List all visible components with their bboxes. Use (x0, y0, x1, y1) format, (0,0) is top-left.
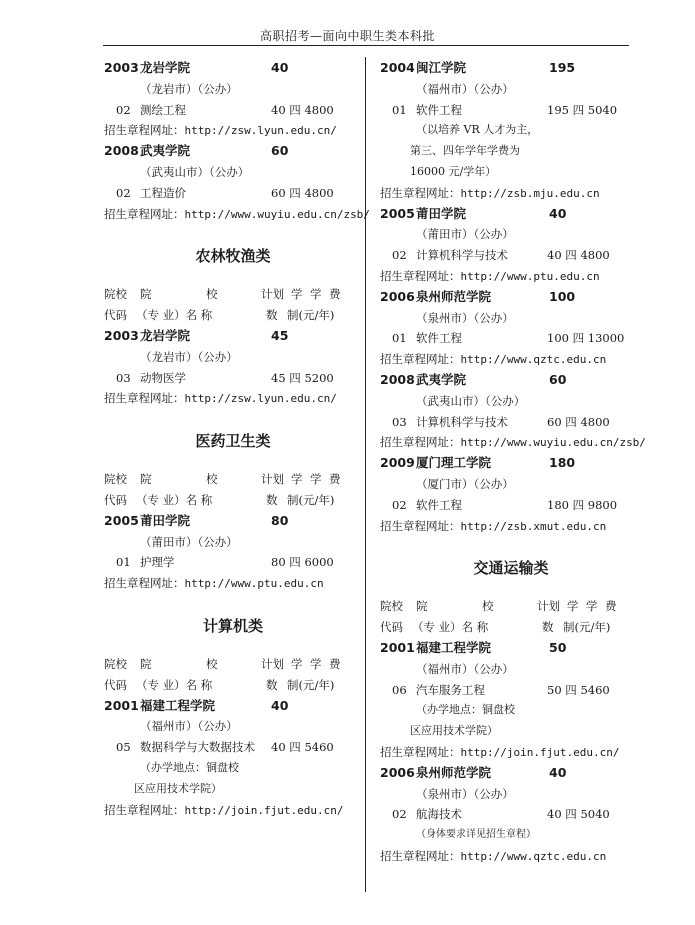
school-row: 2008武夷学院 60 (380, 371, 567, 387)
major-row: 06 汽车服务工程 50 四 5460 (392, 682, 610, 697)
column-header-row1: 院校 院 校 计划 学 学 费 (380, 599, 617, 614)
admission-url[interactable]: 招生章程网址：http://www.qztc.edu.cn (380, 352, 607, 367)
admission-url[interactable]: 招生章程网址：http://zsw.lyun.edu.cn/ (104, 391, 337, 406)
major-row: 05 数据科学与大数据技术 40 四 5460 (116, 740, 334, 755)
major-row: 01 软件工程 195 四 5040 (392, 102, 618, 117)
column-header-row2: 代码 （专 业）名 称 数 制(元/年) (104, 492, 335, 507)
column-header-row1: 院校 院 校 计划 学 学 费 (104, 472, 341, 487)
school-row: 2003龙岩学院 40 (104, 60, 289, 75)
school-location: （厦门市）（公办） (416, 476, 514, 491)
admission-url[interactable]: 招生章程网址：http://www.ptu.edu.cn (104, 576, 324, 591)
column-header-row2: 代码 （专 业）名 称 数 制(元/年) (104, 308, 335, 323)
major-row: 01 护理学 80 四 6000 (116, 555, 334, 570)
school-row: 2005莆田学院 40 (380, 205, 567, 221)
major-note: 区应用技术学院） (134, 781, 222, 795)
school-row: 2006泉州师范学院 100 (380, 288, 576, 304)
page-header: 高职招考—面向中职生类本科批 (259, 29, 435, 43)
major-note: 区应用技术学院） (410, 724, 498, 738)
section-title: 医药卫生类 (195, 432, 271, 451)
major-note: （以培养 VR 人才为主， (416, 123, 539, 137)
major-row: 02 测绘工程 40 四 4800 (116, 102, 334, 117)
school-location: （泉州市）（公办） (416, 786, 514, 801)
school-location: （福州市）（公办） (416, 661, 514, 676)
left-column (104, 58, 370, 820)
section-title: 农林牧渔类 (195, 247, 271, 266)
school-location: （武夷山市）（公办） (140, 164, 250, 179)
section-title: 计算机类 (202, 616, 263, 635)
column-header-row1: 院校 院 校 计划 学 学 费 (104, 287, 341, 302)
admission-url[interactable]: 招生章程网址：http://zsb.mju.edu.cn (380, 185, 600, 200)
school-location: （泉州市）（公办） (416, 310, 514, 325)
major-row: 02 计算机科学与技术 40 四 4800 (392, 248, 610, 263)
major-row: 01 软件工程 100 四 13000 (392, 331, 625, 346)
school-location: （武夷山市）（公办） (416, 393, 526, 408)
major-note: （身体要求详见招生章程） (416, 829, 536, 841)
section-title: 交通运输类 (473, 559, 549, 578)
school-location: （莆田市）（公办） (416, 227, 514, 242)
header-rule (103, 45, 629, 46)
school-location: （龙岩市）（公办） (140, 81, 238, 96)
major-row: 02 软件工程 180 四 9800 (392, 497, 618, 512)
major-note: （办学地点：铜盘校 (416, 703, 515, 717)
major-row: 03 动物医学 45 四 5200 (116, 370, 334, 385)
major-note: 第三、四年学年学费为 (410, 144, 520, 158)
school-row: 2006泉州师范学院 40 (380, 764, 567, 780)
admission-url[interactable]: 招生章程网址：http://www.ptu.edu.cn (380, 268, 600, 283)
major-note: （办学地点：铜盘校 (140, 760, 239, 774)
school-location: （福州市）（公办） (416, 81, 514, 96)
column-divider (365, 57, 366, 892)
right-column (380, 58, 646, 867)
admission-url[interactable]: 招生章程网址：http://www.wuyiu.edu.cn/zsb/ (380, 435, 646, 450)
admission-url[interactable]: 招生章程网址：http://zsw.lyun.edu.cn/ (104, 123, 337, 138)
major-row: 02 航海技术 40 四 5040 (392, 807, 610, 822)
major-row: 02 工程造价 60 四 4800 (116, 185, 334, 200)
school-row: 2005莆田学院 80 (104, 512, 289, 528)
school-row: 2001福建工程学院 40 (104, 697, 289, 713)
major-note: 16000 元/学年） (410, 164, 497, 178)
school-location: （龙岩市）（公办） (140, 349, 238, 364)
school-row: 2001福建工程学院 50 (380, 639, 567, 655)
admission-url[interactable]: 招生章程网址：http://zsb.xmut.edu.cn (380, 518, 607, 533)
school-row: 2003龙岩学院 45 (104, 327, 289, 343)
column-header-row2: 代码 （专 业）名 称 数 制(元/年) (380, 620, 611, 635)
school-location: （福州市）（公办） (140, 719, 238, 734)
admission-url[interactable]: 招生章程网址：http://www.qztc.edu.cn (380, 848, 607, 863)
school-row: 2004闽江学院 195 (380, 60, 576, 75)
column-header-row2: 代码 （专 业）名 称 数 制(元/年) (104, 677, 335, 692)
admission-url[interactable]: 招生章程网址：http://join.fjut.edu.cn/ (380, 744, 620, 759)
column-header-row1: 院校 院 校 计划 学 学 费 (104, 656, 341, 671)
admission-url[interactable]: 招生章程网址：http://www.wuyiu.edu.cn/zsb/ (104, 206, 370, 221)
school-row: 2009厦门理工学院 180 (380, 455, 576, 471)
school-location: （莆田市）（公办） (140, 534, 238, 549)
major-row: 03 计算机科学与技术 60 四 4800 (392, 414, 610, 429)
school-row: 2008武夷学院 60 (104, 143, 289, 159)
admission-url[interactable]: 招生章程网址：http://join.fjut.edu.cn/ (104, 802, 344, 817)
